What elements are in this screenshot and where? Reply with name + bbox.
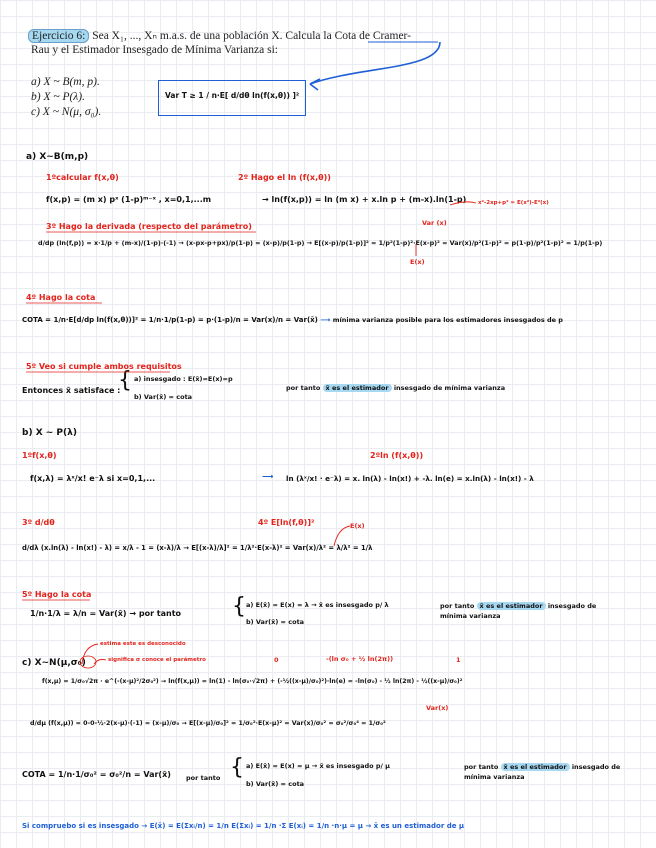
part-c-note-zero: 0 — [274, 656, 279, 664]
part-a-derivative: d/dp (ln(f,p)) = x·1/p + (m-x)/(1-p)·(-1) → (x-px-p+px)/p(1-p) = (x-p)/p(1-p) → E[(x-p)/p(1-p)]² = 1/p²(1-p)²·E(x-p)² = Var(x)/p²(1-p)² = p(1-p)/p²(1-p)² = 1/p(1-p) — [38, 239, 603, 247]
part-a-conclusion: por tanto x̄ es el estimador insesgado de mínima varianza — [286, 384, 506, 392]
part-b-req-a: a) E(x̄) = E(x) = λ → x̄ es insesgado p/ λ — [246, 601, 389, 609]
part-c-req-b: b) Var(x̄) = cota — [246, 780, 305, 788]
part-b-step3: 3º d/dθ — [22, 518, 55, 527]
part-a-note-var-formula: x²-2xp+p² = E(x²)-E²(x) — [478, 200, 549, 206]
part-b-derivative: d/dλ (x.ln(λ) - ln(x!) - λ) = x/λ - 1 = (x-λ)/λ → E[(x-λ)/λ]² = 1/λ²·E(x-λ)² = Var(x)/λ² = λ/λ² = 1/λ — [22, 544, 373, 552]
part-a-step5: 5º Veo si cumple ambos requisitos — [26, 362, 182, 371]
part-a-conclusion-highlight: x̄ es el estimador — [323, 384, 392, 392]
part-a-step3: 3º Hago la derivada (respecto del parámetro) — [46, 222, 252, 231]
part-a-req-b: b) Var(x̄) = cota — [134, 393, 193, 401]
part-b-conclusion: por tanto x̄ es el estimador insesgado de mínima varianza — [440, 602, 597, 621]
part-c-note2: significa σ conoce el parámetro — [108, 657, 206, 663]
part-c-note-var: Var(x) — [426, 704, 449, 712]
part-a-step4: 4º Hago la cota — [26, 293, 96, 302]
part-b-req-b: b) Var(x̄) = cota — [246, 618, 305, 626]
part-c-note1: estima este es desconocido — [100, 641, 186, 647]
exercise-statement-line2: Rau y el Estimador Insesgado de Mínima Varianza si: — [31, 44, 278, 56]
part-c-derivative: d/dμ (f(x,μ)) = 0-0-½·2(x-μ)·(-1) = (x-μ)/σ₀ → E[(x-μ)/σ₀]² = 1/σ₀²·E(x-μ)² = Var(x)/σ₀² = σ₀²/σ₀⁴ = 1/σ₀² — [30, 720, 386, 727]
part-a-pmf: f(x,p) = (m x) pˣ (1-p)ᵐ⁻ˣ , x=0,1,...m — [46, 195, 212, 204]
part-a-cota-note: mínima varianza posible para los estimadores insesgados de p — [332, 316, 563, 324]
part-a-note-var: Var (x) — [422, 219, 447, 227]
part-b-step2: 2ºln (f(x,θ)) — [370, 451, 424, 460]
footer-unbiased-check: Si compruebo si es insesgado → E(x̄) = E(Σxᵢ/n) = 1/n E(Σxᵢ) = 1/n ·Σ E(xᵢ) = 1/n ·n·μ = μ → x̄ es un estimador de μ — [22, 822, 465, 830]
part-b-note-ex: E(x) — [350, 522, 365, 530]
part-a-step2: 2º Hago el ln (f(x,θ)) — [238, 173, 331, 182]
part-c-cota: COTA = 1/n·1/σ₀² = σ₀²/n = Var(x̄) — [22, 770, 171, 779]
part-b-step4: 4º E[ln(f,θ)]² — [258, 518, 315, 527]
part-b-arrow: ⟶ — [262, 472, 274, 481]
part-c-note-one: 1 — [456, 656, 461, 664]
part-c-title: c) X~N(μ,σ₀) — [22, 658, 86, 668]
part-a-cota: COTA = 1/n·E[d/dp ln(f(x,θ))]² = 1/n·1/p(1-p) = p·(1-p)/n = Var(x)/n = Var(x̄) ⟶ mínima varianza posible para los estimadores insesgados de p — [22, 316, 563, 324]
exercise-item-b: b) X ~ P(λ). — [31, 91, 85, 103]
exercise-item-a: a) X ~ B(m, p). — [31, 76, 100, 88]
part-b-cota: 1/n·1/λ = λ/n = Var(x̄) → por tanto — [30, 609, 182, 618]
part-a-note-ex: E(x) — [410, 258, 425, 266]
part-c-brace: { — [230, 755, 244, 780]
part-c-concl-pre-left: por tanto — [186, 774, 221, 782]
part-b-step5: 5º Hago la cota — [22, 590, 92, 599]
part-c-req-a: a) E(x̄) = E(x) = μ → x̄ es insesgado p/ μ — [246, 762, 390, 770]
part-a-step1: 1ºcalcular f(x,θ) — [46, 173, 119, 182]
part-b-pmf: f(x,λ) = λˣ/x! e⁻λ si x=0,1,... — [30, 474, 156, 483]
part-b-conclusion-highlight: x̄ es el estimador — [477, 602, 546, 610]
part-a-brace: { — [118, 368, 132, 393]
cramer-rao-arrow — [310, 42, 440, 84]
cramer-rao-bound-formula: Var T ≥ 1 / n·E[ d/dθ ln(f(x,θ)) ]² — [165, 91, 300, 100]
exercise-item-c: c) X ~ N(μ, σ₀). — [31, 106, 102, 118]
part-a-title: a) X~B(m,p) — [26, 152, 89, 162]
part-b-ln: ln (λˣ/x! · e⁻λ) = x. ln(λ) - ln(x!) + -λ. ln(e) = x.ln(λ) - ln(x!) - λ — [286, 474, 534, 483]
part-c-pdf: f(x,μ) = 1/σ₀√2π · e^(-(x-μ)²/2σ₀²) → ln(f(x,μ)) = ln(1) - ln(σ₀·√2π) + (-½((x-μ)/σ₀)²)·ln(e) = -ln(σ₀) - ½ ln(2π) - ½((x-μ)/σ₀)² — [42, 678, 463, 685]
exercise-label: Ejercicio 6: — [28, 29, 89, 43]
part-a-then: Entonces x̄ satisface : — [22, 386, 121, 395]
part-b-brace: { — [232, 594, 246, 619]
part-b-ex-curve — [334, 526, 350, 546]
part-c-note-ln: -(ln σ₀ + ½ ln(2π)) — [326, 655, 394, 663]
exercise-statement-line1: Sea X₁, ..., Xₙ m.a.s. de una población X. Calcula la Cota de Cramer- — [92, 30, 411, 42]
part-b-step1: 1ºf(x,θ) — [22, 451, 57, 460]
part-a-req-a: a) insesgado : E(x̄)=E(x)=p — [134, 375, 233, 383]
part-c-conclusion-highlight: x̄ es el estimador — [501, 763, 570, 771]
part-c-conclusion: por tanto x̄ es el estimador insesgado de mínima varianza — [464, 763, 621, 782]
part-b-title: b) X ~ P(λ) — [22, 428, 77, 438]
part-a-ln: → ln(f(x,p)) = ln (m x) + x.ln p + (m-x).ln(1-p) — [262, 195, 467, 204]
part-a-note-arrow — [450, 202, 476, 205]
